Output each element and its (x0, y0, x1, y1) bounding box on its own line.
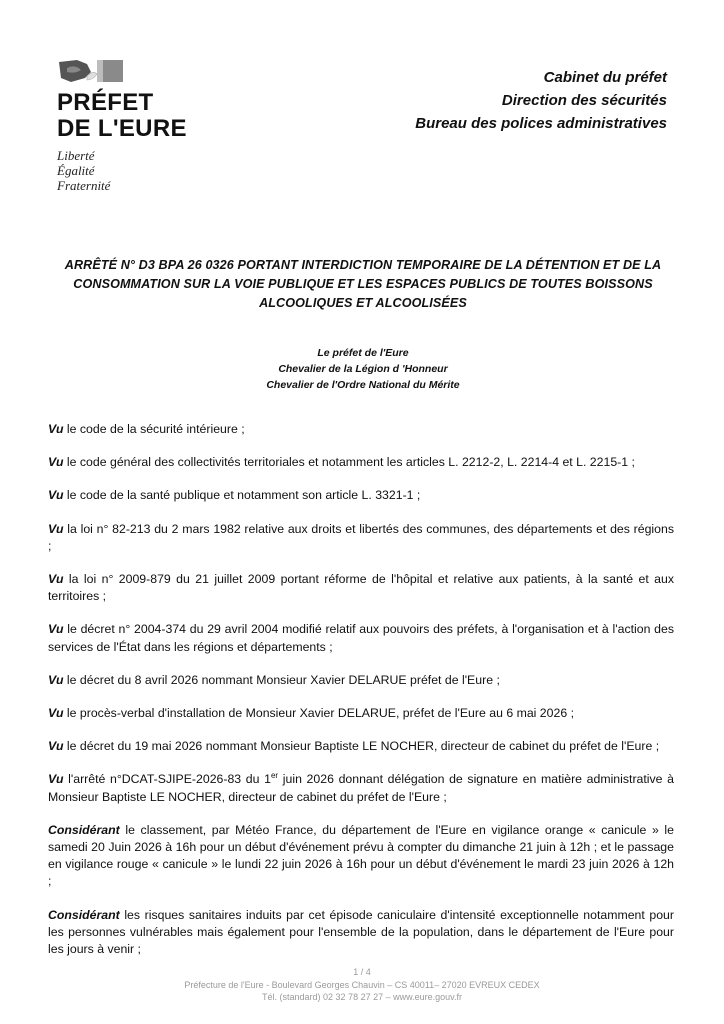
signatory-title-1: Chevalier de la Légion d 'Honneur (278, 363, 448, 375)
paragraph-keyword: Vu (48, 739, 64, 754)
signatory-title-2: Chevalier de l'Ordre National du Mérite (266, 379, 460, 391)
republic-motto (57, 148, 217, 193)
paragraph-keyword: Vu (48, 488, 64, 503)
page-footer (0, 966, 724, 1004)
marianne-logo-icon (57, 58, 125, 84)
signatory-name: Le préfet de l'Eure (317, 347, 409, 359)
paragraph-keyword: Vu (48, 706, 64, 721)
paragraph-text: le code général des collectivités territoriales et notamment les articles L. 2212-2, L. 2214-4 et L. 2215-1 ; (63, 455, 635, 470)
prefet-title-line1: PRÉFET (57, 89, 154, 116)
prefet-title-line2: DE L'EURE (57, 115, 187, 142)
footer-address: Préfecture de l'Eure - Boulevard Georges Chauvin – CS 40011– 27020 EVREUX CEDEX (184, 979, 540, 990)
motto-fraternite: Fraternité (57, 178, 111, 193)
paragraph-text: le code de la sécurité intérieure ; (63, 422, 245, 436)
considerant-paragraph (48, 907, 674, 959)
visa-paragraph (48, 421, 674, 438)
prefecture-logo (57, 58, 217, 193)
paragraph-text: le décret n° 2004-374 du 29 avril 2004 modifié relatif aux pouvoirs des préfets, à l'organisation et à l'action des services de l'État dans les régions et départements ; (48, 622, 674, 654)
paragraph-keyword: Vu (48, 672, 64, 687)
service-cabinet: Cabinet du préfet (543, 69, 667, 86)
considerant-paragraph (48, 822, 674, 891)
service-block (415, 66, 667, 135)
paragraph-text-continued: juin 2026 donnant délégation de signature en matière administrative à Monsieur Baptiste LE NOCHER, directeur de cabinet du préfet de l'Eure ; (48, 772, 675, 804)
arrete-title: ARRÊTÉ N° D3 BPA 26 0326 PORTANT INTERDICTION TEMPORAIRE DE LA DÉTENTION ET DE LA CONSOMMATION SUR LA VOIE PUBLIQUE ET LES ESPACES PUBLICS DE TOUTES BOISSONS ALCOOLIQUES ET ALCOOLISÉES (64, 258, 662, 310)
paragraph-keyword: Vu (48, 521, 64, 536)
paragraph-keyword: Vu (48, 455, 64, 470)
paragraph-text: le décret du 8 avril 2026 nommant Monsieur Xavier DELARUE préfet de l'Eure ; (63, 672, 500, 687)
page-number: 1 / 4 (353, 967, 371, 977)
paragraph-keyword: Vu (48, 422, 64, 436)
prefet-title (57, 90, 217, 142)
signatory-block (48, 345, 678, 393)
service-bureau: Bureau des polices administratives (415, 115, 667, 132)
paragraph-keyword: Considérant (48, 822, 120, 837)
visa-paragraph (48, 705, 674, 722)
ordinal-suffix: er (270, 771, 279, 781)
visa-paragraph (48, 738, 674, 755)
footer-contact: Tél. (standard) 02 32 78 27 27 – www.eure.gouv.fr (262, 992, 462, 1002)
paragraph-text: le procès-verbal d'installation de Monsieur Xavier DELARUE, préfet de l'Eure au 6 mai 2026 ; (63, 706, 574, 721)
visa-paragraph (48, 621, 674, 655)
paragraph-text: les risques sanitaires induits par cet épisode caniculaire d'intensité exceptionnelle notamment pour les personnes vulnérables mais également pour l'ensemble de la population, dans le département de l'Eure pour les jours à venir ; (48, 907, 674, 957)
service-direction: Direction des sécurités (501, 92, 667, 109)
visa-paragraph (48, 571, 674, 605)
visa-paragraph (48, 487, 674, 504)
motto-liberte: Liberté (57, 148, 95, 163)
paragraph-text: la loi n° 82-213 du 2 mars 1982 relative aux droits et libertés des communes, des départements et des régions ; (48, 521, 674, 553)
motto-egalite: Égalité (57, 163, 95, 178)
visa-paragraph (48, 672, 674, 689)
paragraph-text: l'arrêté n°DCAT-SJIPE-2026-83 du 1 (63, 772, 271, 787)
paragraph-keyword: Vu (48, 622, 64, 637)
visa-paragraph (48, 521, 674, 555)
visa-paragraph (48, 454, 674, 471)
paragraph-text: le classement, par Météo France, du département de l'Eure en vigilance orange « canicule » le samedi 20 Juin 2026 à 16h pour un début d'événement prévu à compter du dimanche 21 juin à 12h ; et le passage en vigilance rouge « canicule » le lundi 22 juin 2026 à 16h pour un début d'événement le mardi 23 juin 2026 à 12h ; (48, 822, 674, 889)
paragraph-text: le décret du 19 mai 2026 nommant Monsieur Baptiste LE NOCHER, directeur de cabinet du préfet de l'Eure ; (63, 739, 660, 754)
arrete-body (48, 421, 674, 974)
paragraph-text: le code de la santé publique et notamment son article L. 3321-1 ; (63, 488, 421, 503)
paragraph-text: la loi n° 2009-879 du 21 juillet 2009 portant réforme de l'hôpital et relative aux patients, à la santé et aux territoires ; (48, 572, 674, 604)
paragraph-keyword: Vu (48, 772, 64, 787)
paragraph-keyword: Vu (48, 572, 64, 587)
visa-paragraph (48, 771, 674, 805)
paragraph-keyword: Considérant (48, 907, 120, 922)
